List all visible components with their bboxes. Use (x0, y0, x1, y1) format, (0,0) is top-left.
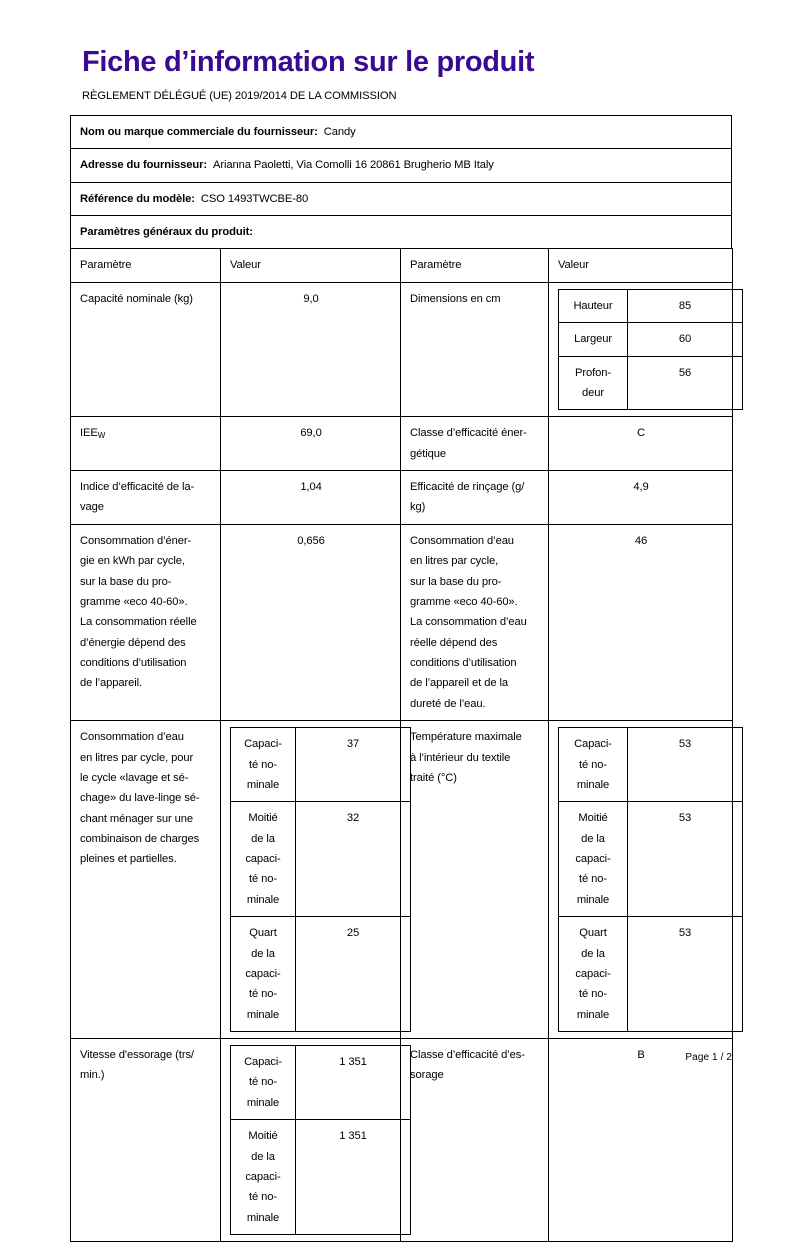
spin-class-value: B (549, 1039, 733, 1242)
column-header-value-right: Valeur (549, 249, 733, 282)
supplier-address-value: Arianna Paoletti, Via Comolli 16 20861 Brugherio MB Italy (213, 159, 494, 172)
table-row-depth (559, 356, 743, 410)
washdry-water-label-half: Moitié de la capaci- té no- minale (231, 802, 296, 917)
spin-speed-label-half: Moitié de la capaci- té no- minale (231, 1120, 296, 1235)
dimensions-label: Dimensions en cm (401, 282, 549, 417)
page-footer: Page 1 / 2 (685, 1052, 732, 1063)
washdry-water-value-quarter: 25 (296, 917, 411, 1032)
model-reference-value: CSO 1493TWCBE-80 (200, 192, 309, 205)
washdry-water-subtable-cell (221, 721, 401, 1039)
table-row-ieew-energyclass (71, 417, 733, 471)
dimensions-subtable-cell (549, 282, 733, 417)
page-title: Fiche d’information sur le produit (82, 46, 535, 78)
spin-speed-subtable-cell (221, 1039, 401, 1242)
table-row-width (559, 323, 743, 356)
washdry-water-value-half: 32 (296, 802, 411, 917)
table-row-model-reference (71, 182, 732, 215)
spin-speed-value-half: 1 351 (296, 1120, 411, 1235)
max-temperature-subtable (558, 727, 743, 1032)
ieew-label (71, 417, 221, 471)
supplier-name-cell (71, 115, 732, 148)
table-row-section-header (71, 216, 732, 249)
washdry-water-label-quarter: Quart de la capaci- té no- minale (231, 917, 296, 1032)
product-parameters-table (70, 248, 733, 1242)
spin-speed-value-full: 1 351 (296, 1046, 411, 1120)
table-row-maxtemp-half (559, 802, 743, 917)
model-reference-cell (71, 182, 732, 215)
water-consumption-value: 46 (549, 524, 733, 720)
table-row-spin-half (231, 1120, 411, 1235)
max-temperature-value-quarter: 53 (628, 917, 743, 1032)
energy-class-label: Classe d’efficacité éner- gétique (401, 417, 549, 471)
supplier-info-table (70, 115, 732, 250)
ieew-value: 69,0 (221, 417, 401, 471)
max-temperature-label-quarter: Quart de la capaci- té no- minale (559, 917, 628, 1032)
table-row-washindex-rinse (71, 471, 733, 525)
table-row-maxtemp-quarter (559, 917, 743, 1032)
dimension-value-depth: 56 (628, 356, 743, 410)
table-row-column-headers (71, 249, 733, 282)
capacity-value: 9,0 (221, 282, 401, 417)
wash-index-value: 1,04 (221, 471, 401, 525)
dimension-label-depth: Profon- deur (559, 356, 628, 410)
table-row-washdry-quarter (231, 917, 411, 1032)
rinse-efficiency-label: Efficacité de rinçage (g/ kg) (401, 471, 549, 525)
energy-class-value: C (549, 417, 733, 471)
regulation-subtitle: RÈGLEMENT DÉLÉGUÉ (UE) 2019/2014 DE LA COMMISSION (82, 90, 397, 103)
table-row-washdry-water-maxtemp (71, 721, 733, 1039)
washdry-water-value-full: 37 (296, 728, 411, 802)
max-temperature-subtable-cell (549, 721, 733, 1039)
column-header-param-left: Paramètre (71, 249, 221, 282)
wash-index-label: Indice d’efficacité de la- vage (71, 471, 221, 525)
ieew-label-main: IEE (80, 427, 98, 440)
washdry-water-subtable (230, 727, 411, 1032)
capacity-label: Capacité nominale (kg) (71, 282, 221, 417)
table-row-washdry-full (231, 728, 411, 802)
ieew-label-subscript: W (97, 431, 106, 441)
table-row-supplier-name (71, 115, 732, 148)
rinse-efficiency-value: 4,9 (549, 471, 733, 525)
title-block (70, 40, 732, 115)
max-temperature-label-half: Moitié de la capaci- té no- minale (559, 802, 628, 917)
washdry-water-label-full: Capaci- té no- minale (231, 728, 296, 802)
dimension-label-width: Largeur (559, 323, 628, 356)
spin-speed-label: Vitesse d'essorage (trs/ min.) (71, 1039, 221, 1242)
spin-speed-subtable (230, 1045, 411, 1235)
max-temperature-value-full: 53 (628, 728, 743, 802)
table-row-capacity-dimensions (71, 282, 733, 417)
supplier-address-cell (71, 149, 732, 182)
table-row-height (559, 289, 743, 322)
model-reference-label: Référence du modèle: (80, 192, 195, 205)
max-temperature-label-full: Capaci- té no- minale (559, 728, 628, 802)
table-row-energy-water-consumption (71, 524, 733, 720)
column-header-param-right: Paramètre (401, 249, 549, 282)
supplier-address-label: Adresse du fournisseur: (80, 159, 208, 172)
table-row-spinspeed-spinclass (71, 1039, 733, 1242)
max-temperature-value-half: 53 (628, 802, 743, 917)
spin-class-label: Classe d’efficacité d’es- sorage (401, 1039, 549, 1242)
dimensions-subtable (558, 289, 743, 411)
water-consumption-label: Consommation d’eau en litres par cycle, sur la base du pro- gramme «eco 40-60». La consommation d’eau réelle dépend des conditions d’utilisation de l’appareil et de la dureté de l’eau. (401, 524, 549, 720)
column-header-value-left: Valeur (221, 249, 401, 282)
table-row-supplier-address (71, 149, 732, 182)
dimension-value-height: 85 (628, 289, 743, 322)
washdry-water-label: Consommation d’eau en litres par cycle, pour le cycle «lavage et sé- chage» du lave-linge sé- chant ménager sur une combinaison de charges pleines et partielles. (71, 721, 221, 1039)
energy-consumption-value: 0,656 (221, 524, 401, 720)
energy-consumption-label: Consommation d’éner- gie en kWh par cycle, sur la base du pro- gramme «eco 40-60». La consommation réelle d’énergie dépend des conditions d’utilisation de l’appareil. (71, 524, 221, 720)
table-row-washdry-half (231, 802, 411, 917)
table-row-maxtemp-full (559, 728, 743, 802)
max-temperature-label: Température maximale à l’intérieur du textile traité (°C) (401, 721, 549, 1039)
dimension-value-width: 60 (628, 323, 743, 356)
supplier-name-label: Nom ou marque commerciale du fournisseur: (80, 125, 318, 138)
spin-speed-label-full: Capaci- té no- minale (231, 1046, 296, 1120)
general-params-header: Paramètres généraux du produit: (71, 216, 732, 249)
supplier-name-value: Candy (323, 125, 356, 138)
dimension-label-height: Hauteur (559, 289, 628, 322)
